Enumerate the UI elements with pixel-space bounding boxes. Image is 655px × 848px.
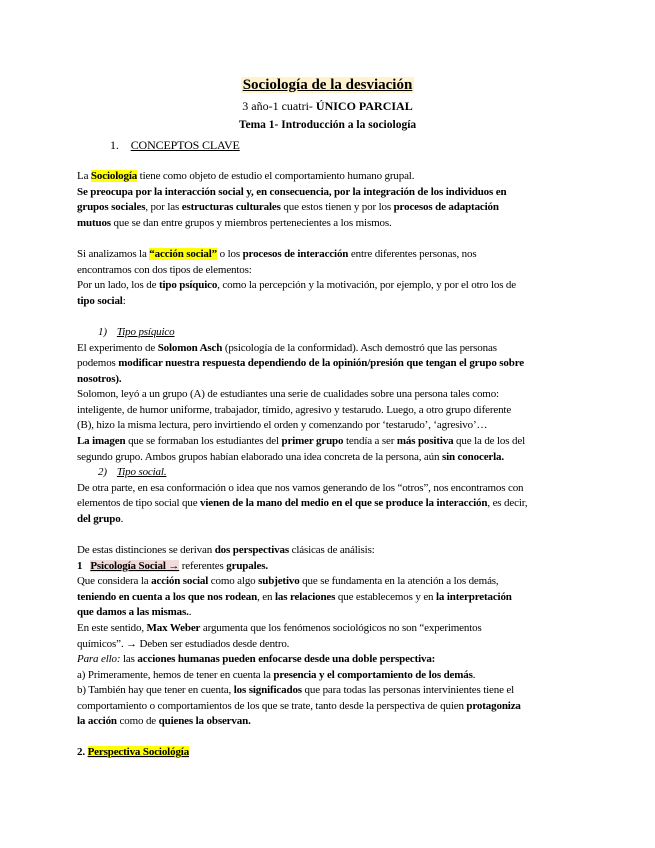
- text-run: que estos tienen y por los: [280, 201, 394, 213]
- text-run: que establecemos y en: [335, 591, 437, 603]
- bold-run: nosotros).: [77, 373, 122, 385]
- bold-run: la acción: [77, 715, 117, 727]
- subheading-text: Tipo social.: [116, 466, 167, 478]
- perspective-heading-psicologia: Psicología Social →: [90, 560, 180, 572]
- paragraph-line: [77, 200, 499, 214]
- text-run: a) Primeramente, hemos de tener en cuenta la: [77, 669, 274, 681]
- bold-run: vienen de la mano del medio en el que se produce la interacción: [200, 497, 488, 509]
- perspective-heading-sociologica: Perspectiva Sociológía: [87, 746, 190, 758]
- paragraph-line: [77, 185, 506, 199]
- text-run: las: [120, 653, 138, 665]
- paragraph-line: [77, 559, 268, 573]
- subheading-text: Tipo psíquico: [116, 326, 175, 338]
- text-run: (psicología de la conformidad). Asch demostró que las personas: [222, 342, 497, 354]
- text-run: , en: [257, 591, 275, 603]
- text-run: En este sentido,: [77, 622, 147, 634]
- bold-run: acciones humanas pueden enfocarse desde una doble perspectiva:: [137, 653, 436, 665]
- paragraph-line: [77, 341, 497, 355]
- paragraph-line: [77, 450, 504, 464]
- text-run: :: [122, 295, 126, 307]
- text-run: , por las: [145, 201, 182, 213]
- bold-run: 1: [77, 560, 83, 572]
- italic-run: Para ello:: [77, 653, 121, 665]
- paragraph-line: [77, 543, 375, 557]
- text-run: que la de los del: [453, 435, 525, 447]
- section-heading: [110, 138, 240, 152]
- bold-run: subjetivo: [258, 575, 300, 587]
- text-run: (B), hizo la misma lectura, pero invirtiendo el orden y comenzando por ‘testarudo’, ‘agresivo’…: [77, 419, 488, 431]
- text-run: referentes: [179, 560, 227, 572]
- paragraph-line: [77, 668, 475, 682]
- text-run: como de: [116, 715, 159, 727]
- text-run: comportamiento o comportamientos de los que se trate, tanto desde la perspectiva de quien: [77, 700, 467, 712]
- text-run: que se fundamenta en la atención a los demás,: [299, 575, 499, 587]
- paragraph-line: [77, 278, 516, 292]
- paragraph-line: [77, 574, 499, 588]
- text-run: Si analizamos la: [77, 248, 150, 260]
- paragraph-line: [77, 621, 482, 635]
- paragraph-line: [77, 356, 524, 370]
- bold-run: las relaciones: [274, 591, 336, 603]
- paragraph-line: [77, 216, 392, 230]
- paragraph-line: [77, 403, 511, 417]
- bold-run: modificar nuestra respuesta dependiendo de la opinión/presión que tengan el grupo sobre: [118, 357, 524, 369]
- paragraph-line: [77, 512, 123, 526]
- text-run: De otra parte, en esa conformación o idea que nos vamos generando de los “otros”, nos encontramos con: [77, 482, 524, 494]
- paragraph-line: [77, 263, 252, 277]
- subheading-number: 1): [98, 326, 107, 338]
- bold-run: mutuos: [77, 217, 111, 229]
- bold-run: del grupo: [77, 513, 121, 525]
- text-run: encontramos con dos tipos de elementos:: [77, 264, 252, 276]
- bold-run: tipo psíquico: [158, 279, 218, 291]
- subheading-tipo-social: [98, 465, 166, 479]
- topic-heading: Tema 1- Introducción a la sociología: [238, 119, 417, 131]
- text-run: La: [77, 170, 91, 182]
- bold-run: sin conocerla.: [441, 451, 505, 463]
- text-run: que se formaban los estudiantes del: [125, 435, 282, 447]
- bold-run: la interpretación: [436, 591, 512, 603]
- bold-run: teniendo en cuenta a los que nos rodean: [77, 591, 258, 603]
- paragraph-line: [77, 294, 126, 308]
- text-run: argumenta que los fenómenos sociológicos no son “experimentos: [200, 622, 482, 634]
- paragraph-line: [77, 683, 514, 697]
- text-run: Solomon, leyó a un grupo (A) de estudiantes una serie de cualidades sobre una persona tales como:: [77, 388, 499, 400]
- paragraph-line: [77, 637, 289, 651]
- text-run: El experimento de: [77, 342, 158, 354]
- paragraph-line: [77, 496, 527, 510]
- document-title: [0, 77, 655, 94]
- text-run: , como la percepción y la motivación, por ejemplo, y por el otro los de: [217, 279, 517, 291]
- text-run: .: [472, 669, 476, 681]
- text-run: , es decir,: [487, 497, 528, 509]
- paragraph-line: [77, 590, 512, 604]
- bold-run: grupos sociales: [77, 201, 146, 213]
- paragraph-line: [77, 247, 477, 261]
- bold-run: Solomon Asch: [157, 342, 223, 354]
- paragraph-line: [77, 714, 251, 728]
- paragraph-line: [77, 605, 191, 619]
- paragraph-line: [77, 699, 521, 713]
- text-run: b) También hay que tener en cuenta,: [77, 684, 234, 696]
- text-run: elementos de tipo social que: [77, 497, 201, 509]
- section-heading-text: CONCEPTOS CLAVE: [130, 138, 240, 152]
- paragraph-line: [77, 745, 189, 759]
- paragraph-line: [77, 418, 487, 432]
- text-run: como algo: [208, 575, 259, 587]
- text-run: De estas distinciones se derivan: [77, 544, 215, 556]
- bold-run: Se preocupa por la interacción social y, en consecuencia, por la integración de los individuos en: [77, 186, 507, 198]
- text-run: tiene como objeto de estudio el comportamiento humano grupal.: [137, 170, 415, 182]
- bold-run: quienes la observan.: [158, 715, 251, 727]
- section-number: 1.: [110, 138, 119, 152]
- title-text: Sociología de la desviación: [242, 77, 413, 93]
- bold-run: procesos de adaptación: [393, 201, 499, 213]
- bold-run: primer grupo: [281, 435, 344, 447]
- bold-run: más positiva: [396, 435, 454, 447]
- bold-run: grupales.: [226, 560, 268, 572]
- paragraph-line: [77, 169, 414, 183]
- bold-run: los significados: [233, 684, 302, 696]
- bold-run: protagoniza: [466, 700, 521, 712]
- text-run: o los: [217, 248, 243, 260]
- text-run: podemos: [77, 357, 119, 369]
- bold-run: dos perspectivas: [214, 544, 290, 556]
- text-run: clásicas de análisis:: [289, 544, 375, 556]
- bold-run: acción social: [151, 575, 209, 587]
- text-run: Que considera la: [77, 575, 152, 587]
- document-subtitle: [0, 99, 655, 114]
- text-run: que se dan entre grupos y miembros pertenecientes a los mismos.: [110, 217, 392, 229]
- paragraph-line: [77, 387, 499, 401]
- paragraph-line: [77, 652, 435, 666]
- bold-run: tipo social: [77, 295, 123, 307]
- text-run: segundo grupo. Ambos grupos habían elaborado una idea concreta de la persona, aún: [77, 451, 442, 463]
- paragraph-line: [77, 434, 525, 448]
- text-run: químicos”. → Deben ser estudiados desde dentro.: [77, 638, 290, 650]
- bold-run: que damos a las mismas.: [77, 606, 189, 618]
- bold-run: estructuras culturales: [181, 201, 281, 213]
- bold-run: Max Weber: [146, 622, 201, 634]
- highlight-term: “acción social”: [149, 248, 218, 260]
- text-run: entre diferentes personas, nos: [348, 248, 477, 260]
- text-run: que para todas las personas intervinientes tiene el: [301, 684, 515, 696]
- subheading-number: 2): [98, 466, 107, 478]
- paragraph-line: [77, 372, 121, 386]
- subtitle-bold: ÚNICO PARCIAL: [315, 99, 413, 113]
- text-run: Por un lado, los de: [77, 279, 159, 291]
- text-run: .: [188, 606, 192, 618]
- text-run: inteligente, de humor uniforme, trabajador, tímido, agresivo y testarudo. Luego, a otro grupo diferente: [77, 404, 512, 416]
- bold-run: procesos de interacción: [242, 248, 349, 260]
- bold-run: presencia y el comportamiento de los demás: [273, 669, 473, 681]
- text-run: .: [120, 513, 124, 525]
- subtitle-plain: 3 año-1 cuatri-: [242, 99, 316, 113]
- highlight-term: Sociología: [90, 170, 138, 182]
- subheading-tipo-psiquico: [98, 325, 175, 339]
- paragraph-line: [77, 481, 523, 495]
- bold-run: 2.: [77, 746, 85, 758]
- bold-run: La imagen: [77, 435, 126, 447]
- text-run: tendía a ser: [343, 435, 397, 447]
